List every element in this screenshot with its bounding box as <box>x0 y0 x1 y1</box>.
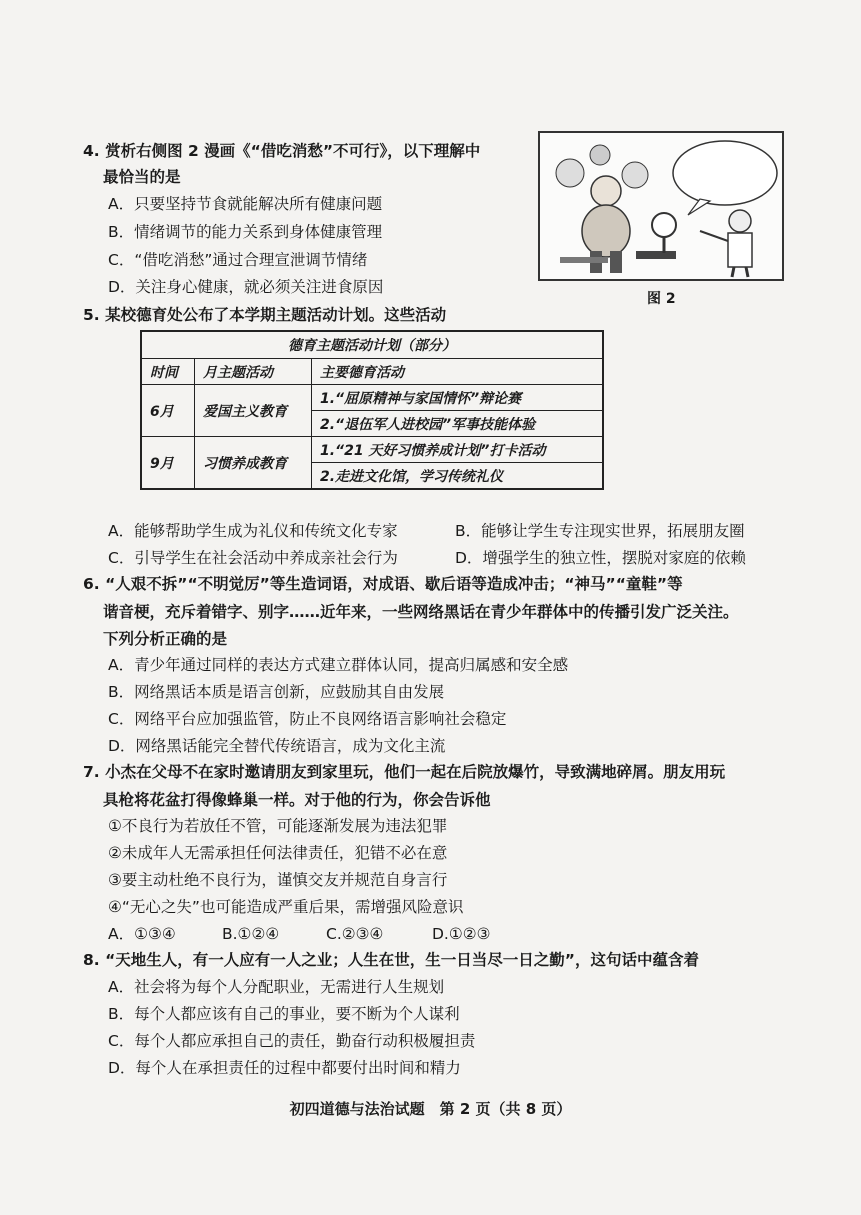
table-cell-activity: 2.“退伍军人进校园”军事技能体验 <box>312 411 604 437</box>
table-cell-theme: 习惯养成教育 <box>195 437 312 490</box>
table-cell-theme: 爱国主义教育 <box>195 385 312 437</box>
q4-option-c: C．“借吃消愁”通过合理宣泄调节情绪 <box>108 251 368 269</box>
q7-statement-2: ②未成年人无需承担任何法律责任，犯错不必在意 <box>108 844 448 862</box>
q7-option-a: A．①③④ <box>108 925 176 943</box>
table-cell-activity: 1.“屈原精神与家国情怀”辩论赛 <box>312 385 604 411</box>
table-caption: 德育主题活动计划（部分） <box>141 331 603 359</box>
table-header-time: 时间 <box>141 359 195 385</box>
q6-stem-line3: 下列分析正确的是 <box>103 630 228 648</box>
q7-stem-line1: 7. 小杰在父母不在家时邀请朋友到家里玩，他们一起在后院放爆竹，导致满地碎屑。朋友用玩 <box>83 763 726 781</box>
q7-stem-line2: 具枪将花盆打得像蜂巢一样。对于他的行为，你会告诉他 <box>103 791 491 809</box>
page-footer: 初四道德与法治试题 第 2 页（共 8 页） <box>289 1100 572 1118</box>
q6-option-a: A．青少年通过同样的表达方式建立群体认同，提高归属感和安全感 <box>108 656 569 674</box>
q5-option-b: B．能够让学生专注现实世界，拓展朋友圈 <box>455 522 745 540</box>
q5-option-c: C．引导学生在社会活动中养成亲社会行为 <box>108 549 398 567</box>
q4-stem-line1: 4. 赏析右侧图 2 漫画《“借吃消愁”不可行》，以下理解中 <box>83 142 481 160</box>
q8-option-d: D．每个人在承担责任的过程中都要付出时间和精力 <box>108 1059 461 1077</box>
q7-statement-4: ④“无心之失”也可能造成严重后果，需增强风险意识 <box>108 898 464 916</box>
q6-option-c: C．网络平台应加强监管，防止不良网络语言影响社会稳定 <box>108 710 507 728</box>
q7-statement-1: ①不良行为若放任不管，可能逐渐发展为违法犯罪 <box>108 817 448 835</box>
table-cell-activity: 2.走进文化馆，学习传统礼仪 <box>312 463 604 490</box>
q7-statement-3: ③要主动杜绝不良行为，谨慎交友并规范自身言行 <box>108 871 448 889</box>
q6-stem-line1: 6. “人艰不拆”“不明觉厉”等生造词语，对成语、歇后语等造成冲击；“神马”“童鞋”等 <box>83 575 683 593</box>
q8-option-c: C．每个人都应承担自己的责任，勤奋行动积极履担责 <box>108 1032 476 1050</box>
q4-option-a: A．只要坚持节食就能解决所有健康问题 <box>108 195 383 213</box>
q4-option-b: B．情绪调节的能力关系到身体健康管理 <box>108 223 383 241</box>
q5-stem: 5. 某校德育处公布了本学期主题活动计划。这些活动 <box>83 306 447 324</box>
q6-stem-line2: 谐音梗，充斥着错字、别字……近年来，一些网络黑话在青少年群体中的传播引发广泛关注。 <box>103 603 739 621</box>
cartoon-figure <box>538 131 784 281</box>
q6-option-d: D．网络黑话能完全替代传统语言，成为文化主流 <box>108 737 446 755</box>
table-header-activities: 主要德育活动 <box>312 359 604 385</box>
q5-option-d: D．增强学生的独立性，摆脱对家庭的依赖 <box>455 549 746 567</box>
table-cell-month: 9月 <box>141 437 195 490</box>
q4-stem-line2: 最恰当的是 <box>103 168 181 186</box>
cartoon-illustration <box>540 133 782 279</box>
table-cell-month: 6月 <box>141 385 195 437</box>
activity-plan-table <box>140 330 604 490</box>
q8-option-b: B．每个人都应该有自己的事业，要不断为个人谋利 <box>108 1005 460 1023</box>
q7-option-c: C.②③④ <box>326 925 384 943</box>
q8-option-a: A．社会将为每个人分配职业，无需进行人生规划 <box>108 978 445 996</box>
q7-option-d: D.①②③ <box>432 925 491 943</box>
q5-option-a: A．能够帮助学生成为礼仪和传统文化专家 <box>108 522 398 540</box>
table-header-theme: 月主题活动 <box>195 359 312 385</box>
table-cell-activity: 1.“21 天好习惯养成计划”打卡活动 <box>312 437 604 463</box>
q6-option-b: B．网络黑话本质是语言创新，应鼓励其自由发展 <box>108 683 445 701</box>
figure-caption: 图 2 <box>647 291 676 307</box>
q8-stem: 8. “天地生人，有一人应有一人之业；人生在世，生一日当尽一日之勤”，这句话中蕴含着 <box>83 951 699 969</box>
q7-option-b: B.①②④ <box>222 925 280 943</box>
q4-option-d: D．关注身心健康，就必须关注进食原因 <box>108 278 384 296</box>
